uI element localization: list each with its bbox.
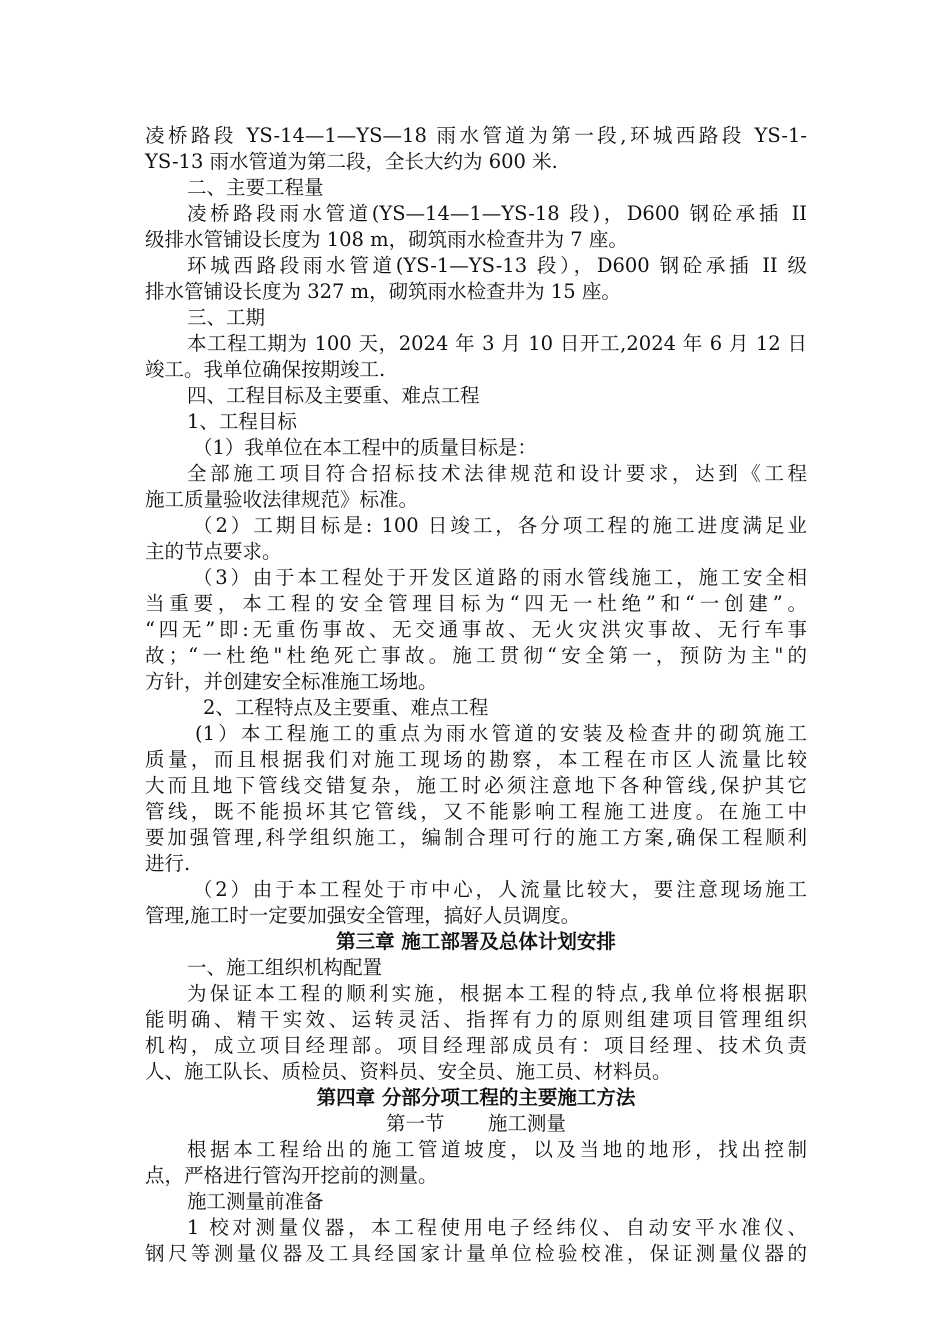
body-text: YS-13 雨水管道为第二段，全长大约为 600 米. xyxy=(145,150,558,173)
body-text: 环城西路段雨水管道(YS-1—YS-13 段），D600 钢砼承插 II 级 xyxy=(187,254,807,277)
body-text: 主的节点要求。 xyxy=(145,540,282,563)
body-text: 能明确、精干实效、运转灵活、指挥有力的原则组建项目管理组织 xyxy=(145,1008,807,1031)
document-page xyxy=(145,123,807,1267)
section-heading: 第一节 施工测量 xyxy=(386,1112,566,1135)
body-text: 故；“一杜绝"杜绝死亡事故。施工贯彻“安全第一，预防为主"的 xyxy=(145,644,807,667)
body-text: 管理,施工时一定要加强安全管理，搞好人员调度。 xyxy=(145,904,581,927)
body-text: “四无”即:无重伤事故、无交通事故、无火灾洪灾事故、无行车事 xyxy=(145,618,807,641)
body-text: 本工程工期为 100 天，2024 年 3 月 10 日开工,2024 年 6 月 12 日 xyxy=(187,332,807,355)
chapter-heading: 第三章 施工部署及总体计划安排 xyxy=(336,930,616,953)
body-text: 方针，并创建安全标准施工场地。 xyxy=(145,670,438,693)
chapter-heading: 第四章 分部分项工程的主要施工方法 xyxy=(316,1086,636,1109)
body-text: （2）由于本工程处于市中心，人流量比较大，要注意现场施工 xyxy=(193,878,807,901)
body-text: 根据本工程给出的施工管道坡度，以及当地的地形，找出控制 xyxy=(187,1138,807,1161)
subsection-heading: 1、工程目标 xyxy=(187,410,297,433)
section-heading: 四、工程目标及主要重、难点工程 xyxy=(187,384,480,407)
body-text: 排水管铺设长度为 327 m，砌筑雨水检查井为 15 座。 xyxy=(145,280,621,303)
body-text: 管线，既不能损坏其它管线，又不能影响工程施工进度。在施工中 xyxy=(145,800,807,823)
section-heading: 二、主要工程量 xyxy=(187,176,324,199)
body-text: 全部施工项目符合招标技术法律规范和设计要求，达到《工程 xyxy=(187,462,807,485)
body-text: 进行. xyxy=(145,852,191,875)
body-text: 要加强管理,科学组织施工，编制合理可行的施工方案,确保工程顺利 xyxy=(145,826,807,849)
body-text: （3）由于本工程处于开发区道路的雨水管线施工，施工安全相 xyxy=(193,566,807,589)
subsection-heading: 施工测量前准备 xyxy=(187,1190,324,1213)
body-text: 当重要，本工程的安全管理目标为“四无一杜绝”和“一创建”。 xyxy=(145,592,807,615)
body-text: 钢尺等测量仪器及工具经国家计量单位检验校准，保证测量仪器的 xyxy=(145,1242,807,1265)
body-text: 质量，而且根据我们对施工现场的勘察，本工程在市区人流量比较 xyxy=(145,748,807,771)
section-heading: 一、施工组织机构配置 xyxy=(187,956,383,979)
body-text: （1）我单位在本工程中的质量目标是： xyxy=(193,436,537,459)
body-text: 人、施工队长、质检员、资料员、安全员、施工员、材料员。 xyxy=(145,1060,672,1083)
body-text: 点，严格进行管沟开挖前的测量。 xyxy=(145,1164,438,1187)
body-text: 施工质量验收法律规范》标准。 xyxy=(145,488,419,511)
body-text: (1）本工程施工的重点为雨水管道的安装及检查井的砌筑施工 xyxy=(195,722,807,745)
body-text: 凌桥路段 YS-14—1—YS—18 雨水管道为第一段,环城西路段 YS-1- xyxy=(145,124,807,147)
body-text: 竣工。我单位确保按期竣工. xyxy=(145,358,386,381)
body-text: 1 校对测量仪器，本工程使用电子经纬仪、自动安平水准仪、 xyxy=(187,1216,807,1239)
body-text: 机构，成立项目经理部。项目经理部成员有：项目经理、技术负责 xyxy=(145,1034,807,1057)
subsection-heading: 2、工程特点及主要重、难点工程 xyxy=(203,696,489,719)
section-heading: 三、工期 xyxy=(187,306,266,329)
body-text: 为保证本工程的顺利实施，根据本工程的特点,我单位将根据职 xyxy=(187,982,807,1005)
body-text: 大而且地下管线交错复杂，施工时必须注意地下各种管线,保护其它 xyxy=(145,774,807,797)
body-text: （2）工期目标是: 100 日竣工，各分项工程的施工进度满足业 xyxy=(193,514,807,537)
body-text: 级排水管铺设长度为 108 m，砌筑雨水检查井为 7 座。 xyxy=(145,228,628,251)
body-text: 凌桥路段雨水管道(YS—14—1—YS-18 段)，D600 钢砼承插 II xyxy=(187,202,807,225)
